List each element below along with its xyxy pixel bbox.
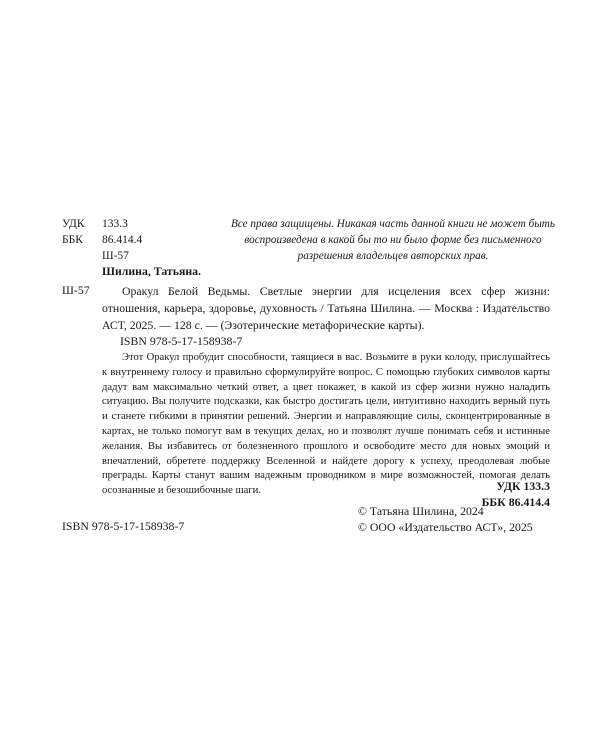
bibliographic-description — [102, 283, 550, 334]
author-heading: Шилина, Татьяна. — [102, 264, 201, 278]
annotation: Этот Оракул пробудит способности, таящиеся в вас. Возьмите в руки колоду, прислушайтесь к внутреннему голосу и правильно сформулируйте вопрос. С помощью глубоких символов карты дадут вам максимально четкий ответ, а цвет покажет, в какой из сфер жизни нужно наладить ситуацию. Вы получите подсказки, как быстро достигать цели, интуитивно находить верный путь и станете гибкими в принятии решений. Энергии и направляющие силы, сконцентрированные в картах, не только помогут вам в текущих делах, но и позволят лучше понимать себя и истинные желания. Вы избавитесь от болезненного прошлого и освободите место для новых эмоций и впечатлений, обретете поддержку Вселенной и найдете дорогу к успеху, преодолевая любые преграды. Карты станут вашим надежным проводником в мире возможностей, помогая делать осознанные и безошибочные шаги. — [102, 352, 550, 497]
classification-value: 133.3 — [102, 218, 128, 230]
copyright-author: © Татьяна Шилина, 2024 — [358, 504, 484, 518]
bbk-right: ББК 86.414.4 — [481, 495, 550, 509]
classification-value: Ш-57 — [102, 250, 129, 262]
copyright-publisher: © ООО «Издательство АСТ», 2025 — [358, 520, 533, 534]
rights-notice: Все права защищены. Никакая часть данной книги не может быть воспроизведена в какой бы то ни было форме без письменного разрешения владельцев авторских прав. — [231, 218, 555, 262]
isbn-bottom: ISBN 978-5-17-158938-7 — [62, 519, 185, 533]
author-sign: Ш-57 — [62, 283, 90, 297]
classification-row-author-sign — [62, 248, 142, 264]
classification-key: ББК — [62, 234, 83, 246]
udk-right: УДК 133.3 — [496, 479, 550, 493]
classification-row-udk — [62, 216, 142, 232]
isbn-main: ISBN 978-5-17-158938-7 — [120, 334, 243, 348]
description-text: Оракул Белой Ведьмы. Светлые энергии для исцеления всех сфер жизни: отношения, карьера, здоровье, духовность / Татьяна Шилина. — Москва : Издательство АСТ, 2025. — 128 с. — (Эзотерические метафорические карты). — [102, 284, 550, 332]
classification-value: 86.414.4 — [102, 234, 143, 246]
classification-key — [62, 248, 102, 264]
classification-key: УДК — [62, 218, 85, 230]
copyright-block — [358, 503, 533, 535]
classification-row-bbk — [62, 232, 142, 248]
classification-block — [62, 216, 142, 264]
